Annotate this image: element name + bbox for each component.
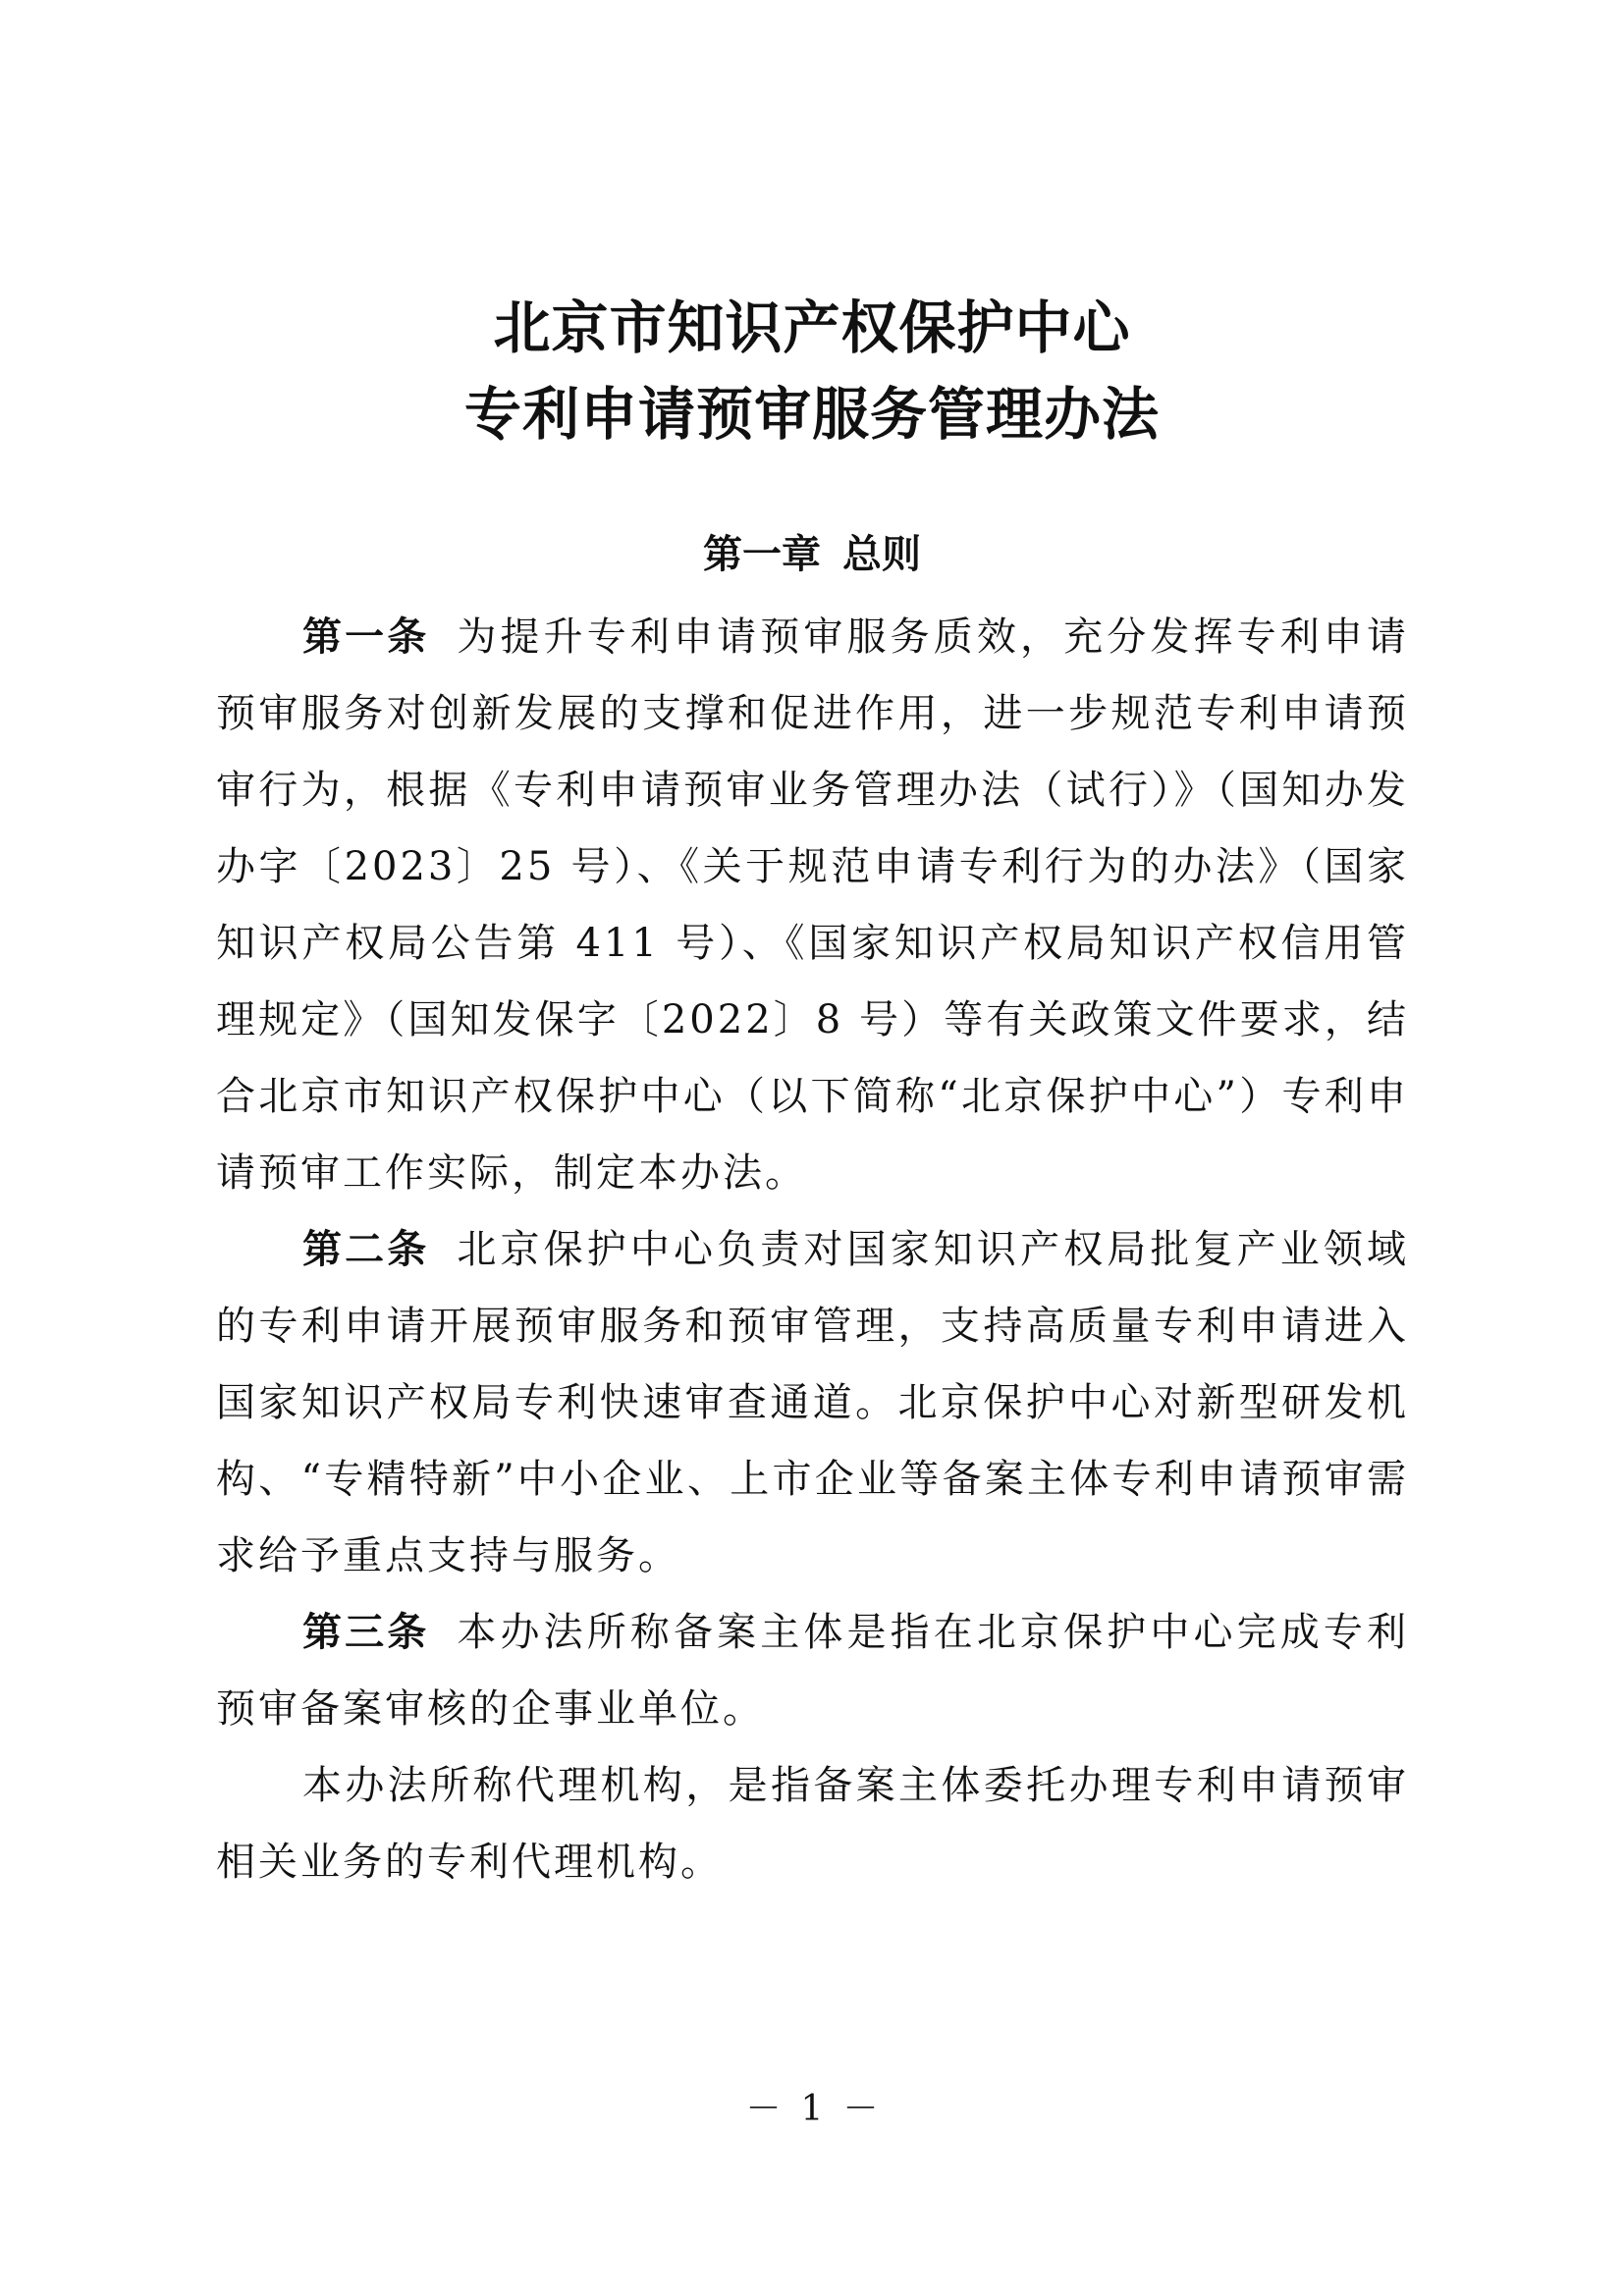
chapter-heading bbox=[0, 525, 1624, 584]
article-3-label: 第三条 bbox=[302, 1610, 430, 1655]
page-number-dash-left: － bbox=[745, 2089, 782, 2129]
paragraph-text: 本办法所称代理机构，是指备案主体委托办理专利申请预审相关业务的专利代理机构。 bbox=[216, 1763, 1409, 1885]
page-number-value: 1 bbox=[800, 2089, 824, 2129]
chapter-name: 总则 bbox=[842, 532, 921, 577]
title-line-1: 北京市知识产权保护中心 bbox=[493, 294, 1131, 361]
article-2-label: 第二条 bbox=[302, 1227, 430, 1272]
chapter-number: 第一章 bbox=[703, 532, 821, 577]
article-3-paragraph-2 bbox=[216, 1747, 1409, 1900]
article-2-text: 北京保护中心负责对国家知识产权局批复产业领域的专利申请开展预审服务和预审管理，支持高质量专利申请进入国家知识产权局专利快速审查通道。北京保护中心对新型研发机构、“专精特新”中小企业、上市企业等备案主体专利申请预审需求给予重点支持与服务。 bbox=[216, 1227, 1409, 1578]
title-line-2: 专利申请预审服务管理办法 bbox=[463, 381, 1160, 448]
page-number bbox=[0, 2085, 1624, 2134]
article-1-text: 为提升专利申请预审服务质效，充分发挥专利申请预审服务对创新发展的支撑和促进作用，进一步规范专利申请预审行为，根据《专利申请预审业务管理办法（试行）》（国知办发办字〔2023〕25 号）、《关于规范申请专利行为的办法》（国家知识产权局公告第 411 号）、《国家知识产权局知识产权信用管理规定》（国知发保字〔2022〕8 号）等有关政策文件要求，结合北京市知识产权保护中心（以下简称“北京保护中心”）专利申请预审工作实际，制定本办法。 bbox=[216, 614, 1409, 1196]
article-1-label: 第一条 bbox=[302, 614, 430, 660]
document-title bbox=[0, 285, 1624, 457]
article-3-text: 本办法所称备案主体是指在北京保护中心完成专利预审备案审核的企事业单位。 bbox=[216, 1610, 1409, 1732]
document-body bbox=[216, 599, 1409, 1900]
article-2 bbox=[216, 1211, 1409, 1594]
article-1 bbox=[216, 599, 1409, 1211]
page-number-dash-right: － bbox=[842, 2089, 879, 2129]
article-3 bbox=[216, 1594, 1409, 1747]
